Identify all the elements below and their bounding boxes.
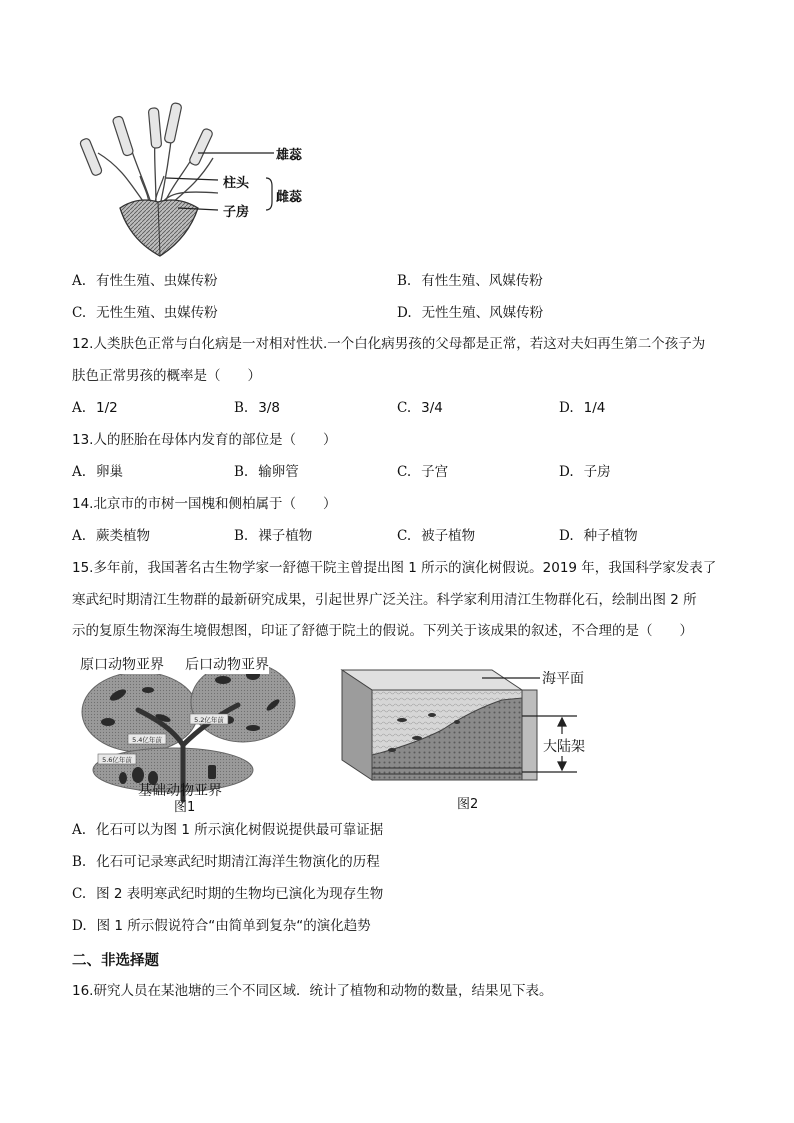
q16-stem: 16.研究人员在某池塘的三个不同区域．统计了植物和动物的数量，结果见下表。 [72, 983, 553, 999]
q14-option-d[interactable]: D. 种子植物 [559, 528, 638, 544]
q15-stem-line3: 示的复原生物深海生境假想图，印证了舒德于院土的假说。下列关于该成果的叙述，不合理的是（ ） [72, 623, 693, 639]
q13-option-d[interactable]: D. 子房 [559, 464, 611, 480]
fig1-right-title: 后口动物亚界 [185, 654, 269, 674]
q13-option-c[interactable]: C. 子宫 [397, 464, 449, 480]
fig1-bottom-title: 基础动物亚界 [138, 783, 222, 799]
q14-option-a[interactable]: A. 蕨类植物 [72, 528, 151, 544]
q11-option-c[interactable]: C. 无性生殖、虫媒传粉 [72, 305, 218, 321]
label-stamen: 雄蕊 [276, 148, 303, 163]
q12-option-b[interactable]: B. 3/8 [234, 400, 280, 416]
q11-option-b[interactable]: B. 有性生殖、风媒传粉 [397, 273, 543, 289]
label-pistil: 雌蕊 [276, 190, 303, 205]
time-mark-1: 5.4亿年前 [132, 736, 162, 744]
fig1-left-title: 原口动物亚界 [80, 654, 164, 674]
q15-stem-line2: 寒武纪时期清江生物群的最新研究成果，引起世界广泛关注。科学家利用清江生物群化石，绘制出图 2 所 [72, 592, 697, 608]
q12-option-c[interactable]: C. 3/4 [397, 400, 443, 416]
section-title-non-choice: 二、非选择题 [72, 953, 159, 969]
q14-option-c[interactable]: C. 被子植物 [397, 528, 476, 544]
q12-stem-line2: 肤色正常男孩的概率是（ ） [72, 368, 261, 384]
q13-stem: 13.人的胚胎在母体内发育的部位是（ ） [72, 432, 337, 448]
q15-option-c[interactable]: C. 图 2 表明寒武纪时期的生物均已演化为现存生物 [72, 886, 384, 902]
q12-option-d[interactable]: D. 1/4 [559, 400, 606, 416]
fig2-caption: 图2 [457, 797, 479, 812]
q12-stem-line1: 12.人类肤色正常与白化病是一对相对性状.一个白化病男孩的父母都是正常，若这对夫妇再生第二个孩子为 [72, 336, 706, 352]
q15-option-a[interactable]: A. 化石可以为图 1 所示演化树假说提供最可靠证据 [72, 822, 384, 838]
fig2-sea-level-label: 海平面 [542, 671, 584, 687]
q15-option-b[interactable]: B. 化石可记录寒武纪时期清江海洋生物演化的历程 [72, 854, 380, 870]
flower-figure [78, 98, 328, 270]
time-mark-2: 5.2亿年前 [194, 716, 224, 724]
q15-option-d[interactable]: D. 图 1 所示假说符合“由简单到复杂“的演化趋势 [72, 918, 371, 934]
fig1-caption: 图1 [174, 800, 196, 815]
q11-option-d[interactable]: D. 无性生殖、风媒传粉 [397, 305, 544, 321]
q14-option-b[interactable]: B. 裸子植物 [234, 528, 313, 544]
q15-stem-line1: 15.多年前，我国著名古生物学家一舒德干院主曾提出图 1 所示的演化树假说。2019 年，我国科学家发表了 [72, 560, 717, 576]
q13-option-a[interactable]: A. 卵巢 [72, 464, 124, 480]
fig2-shelf-label: 大陆架 [543, 736, 585, 756]
q14-stem: 14.北京市的市树一国槐和侧柏属于（ ） [72, 496, 337, 512]
q12-option-a[interactable]: A. 1/2 [72, 400, 118, 416]
label-ovary: 子房 [223, 205, 250, 220]
label-stigma: 柱头 [223, 176, 250, 191]
q11-option-a[interactable]: A. 有性生殖、虫媒传粉 [72, 273, 218, 289]
time-mark-3: 5.6亿年前 [102, 756, 132, 764]
q13-option-b[interactable]: B. 输卵管 [234, 464, 299, 480]
